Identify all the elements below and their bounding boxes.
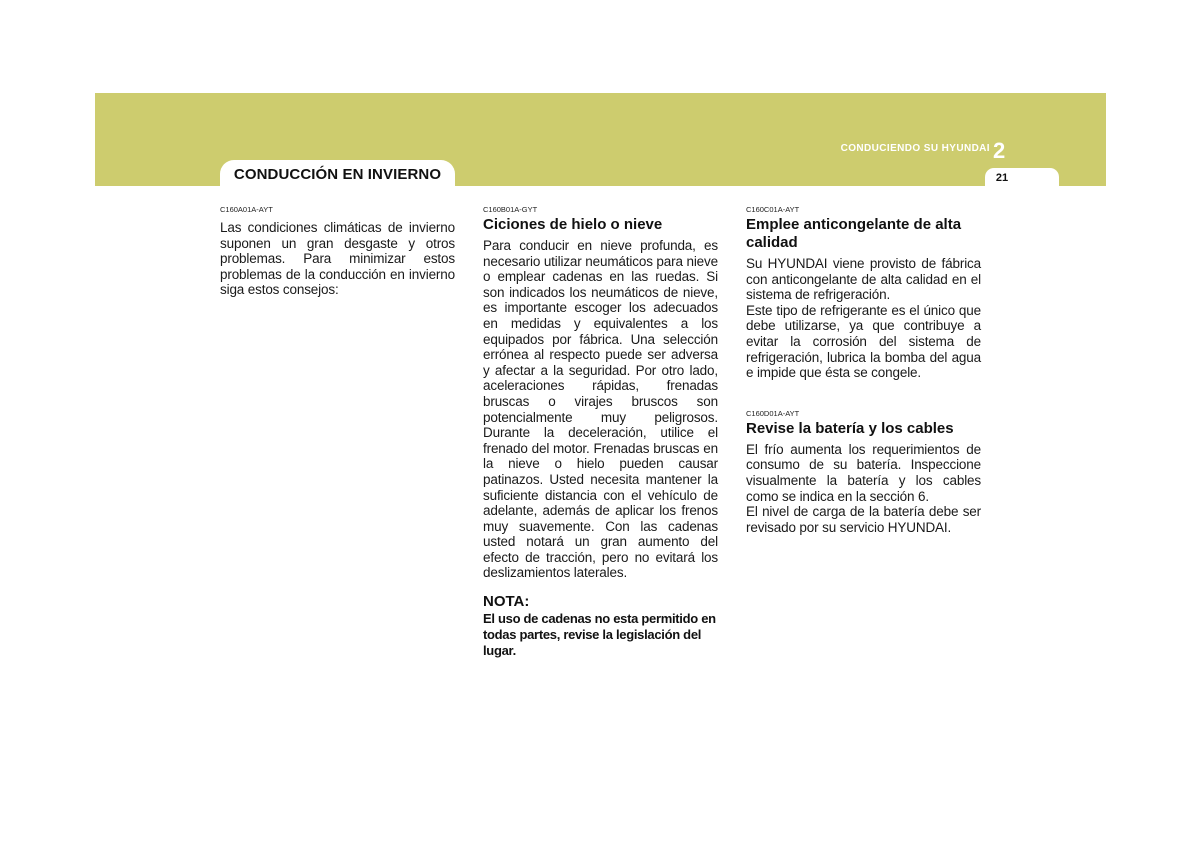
section-paragraph: Su HYUNDAI viene provisto de fábrica con anticongelante de alta calidad en el sistema de refrigeración. [746,256,981,303]
section-code: C160C01A-AYT [746,205,800,214]
section-heading: Revise la batería y los cables [746,419,954,437]
note-text: El uso de cadenas no esta permitido en todas partes, revise la legislación del lugar. [483,611,716,659]
intro-paragraph: Las condiciones climáticas de invierno suponen un gran desgaste y otros problemas. Para minimizar estos problemas de la conducción en invierno siga estos consejos: [220,220,455,298]
section-heading: Emplee anticongelante de alta calidad [746,216,962,251]
section-title: CONDUCCIÓN EN INVIERNO [233,166,442,183]
note-title: NOTA: [483,593,530,611]
section-code: C160B01A-GYT [483,205,538,214]
section-code: C160D01A-AYT [746,408,800,418]
section-heading: Ciciones de hielo o nieve [483,216,663,233]
section-code: C160A01A-AYT [220,205,273,214]
chapter-number: 2 [993,138,1006,163]
section-paragraph: El frío aumenta los requerimientos de consumo de su batería. Inspeccione visualmente la batería y los cables como se indica en la sección 6. [746,441,981,504]
page-number: 21 [995,172,1009,184]
section-paragraph: El nivel de carga de la batería debe ser revisado por su servicio HYUNDAI. [746,504,981,535]
column-1 [220,205,455,298]
section-paragraph: Para conducir en nieve profunda, es necesario utilizar neumáticos para nieve o emplear cadenas en las ruedas. Si son indicados los neumáticos de nieve, es importante escoger los adecuados en medidas y equivalentes a los equipados por fábrica. Una selección errónea al respecto puede ser adversa y afectar a la seguridad. Por otro lado, aceleraciones rápidas, frenadas bruscas o virajes bruscos son potencialmente muy peligrosos. Durante la deceleración, utilice el frenado del motor. Frenadas bruscas en la nieve o hielo pueden causar patinazos. Usted necesita mantener la suficiente distancia con el vehículo de adelante, además de aplicar los frenos muy suavemente. Con las cadenas usted notará un gran aumento del efecto de tracción, pero no evitará los deslizamientos laterales. [483,238,718,581]
column-2 [483,205,718,659]
chapter-label: CONDUCIENDO SU HYUNDAI [840,143,990,154]
section-paragraph: Este tipo de refrigerante es el único que debe utilizarse, ya que contribuye a evitar la corrosión del sistema de refrigeración, lubrica la bomba del agua e impide que ésta se congele. [746,302,981,381]
column-3 [746,205,981,535]
